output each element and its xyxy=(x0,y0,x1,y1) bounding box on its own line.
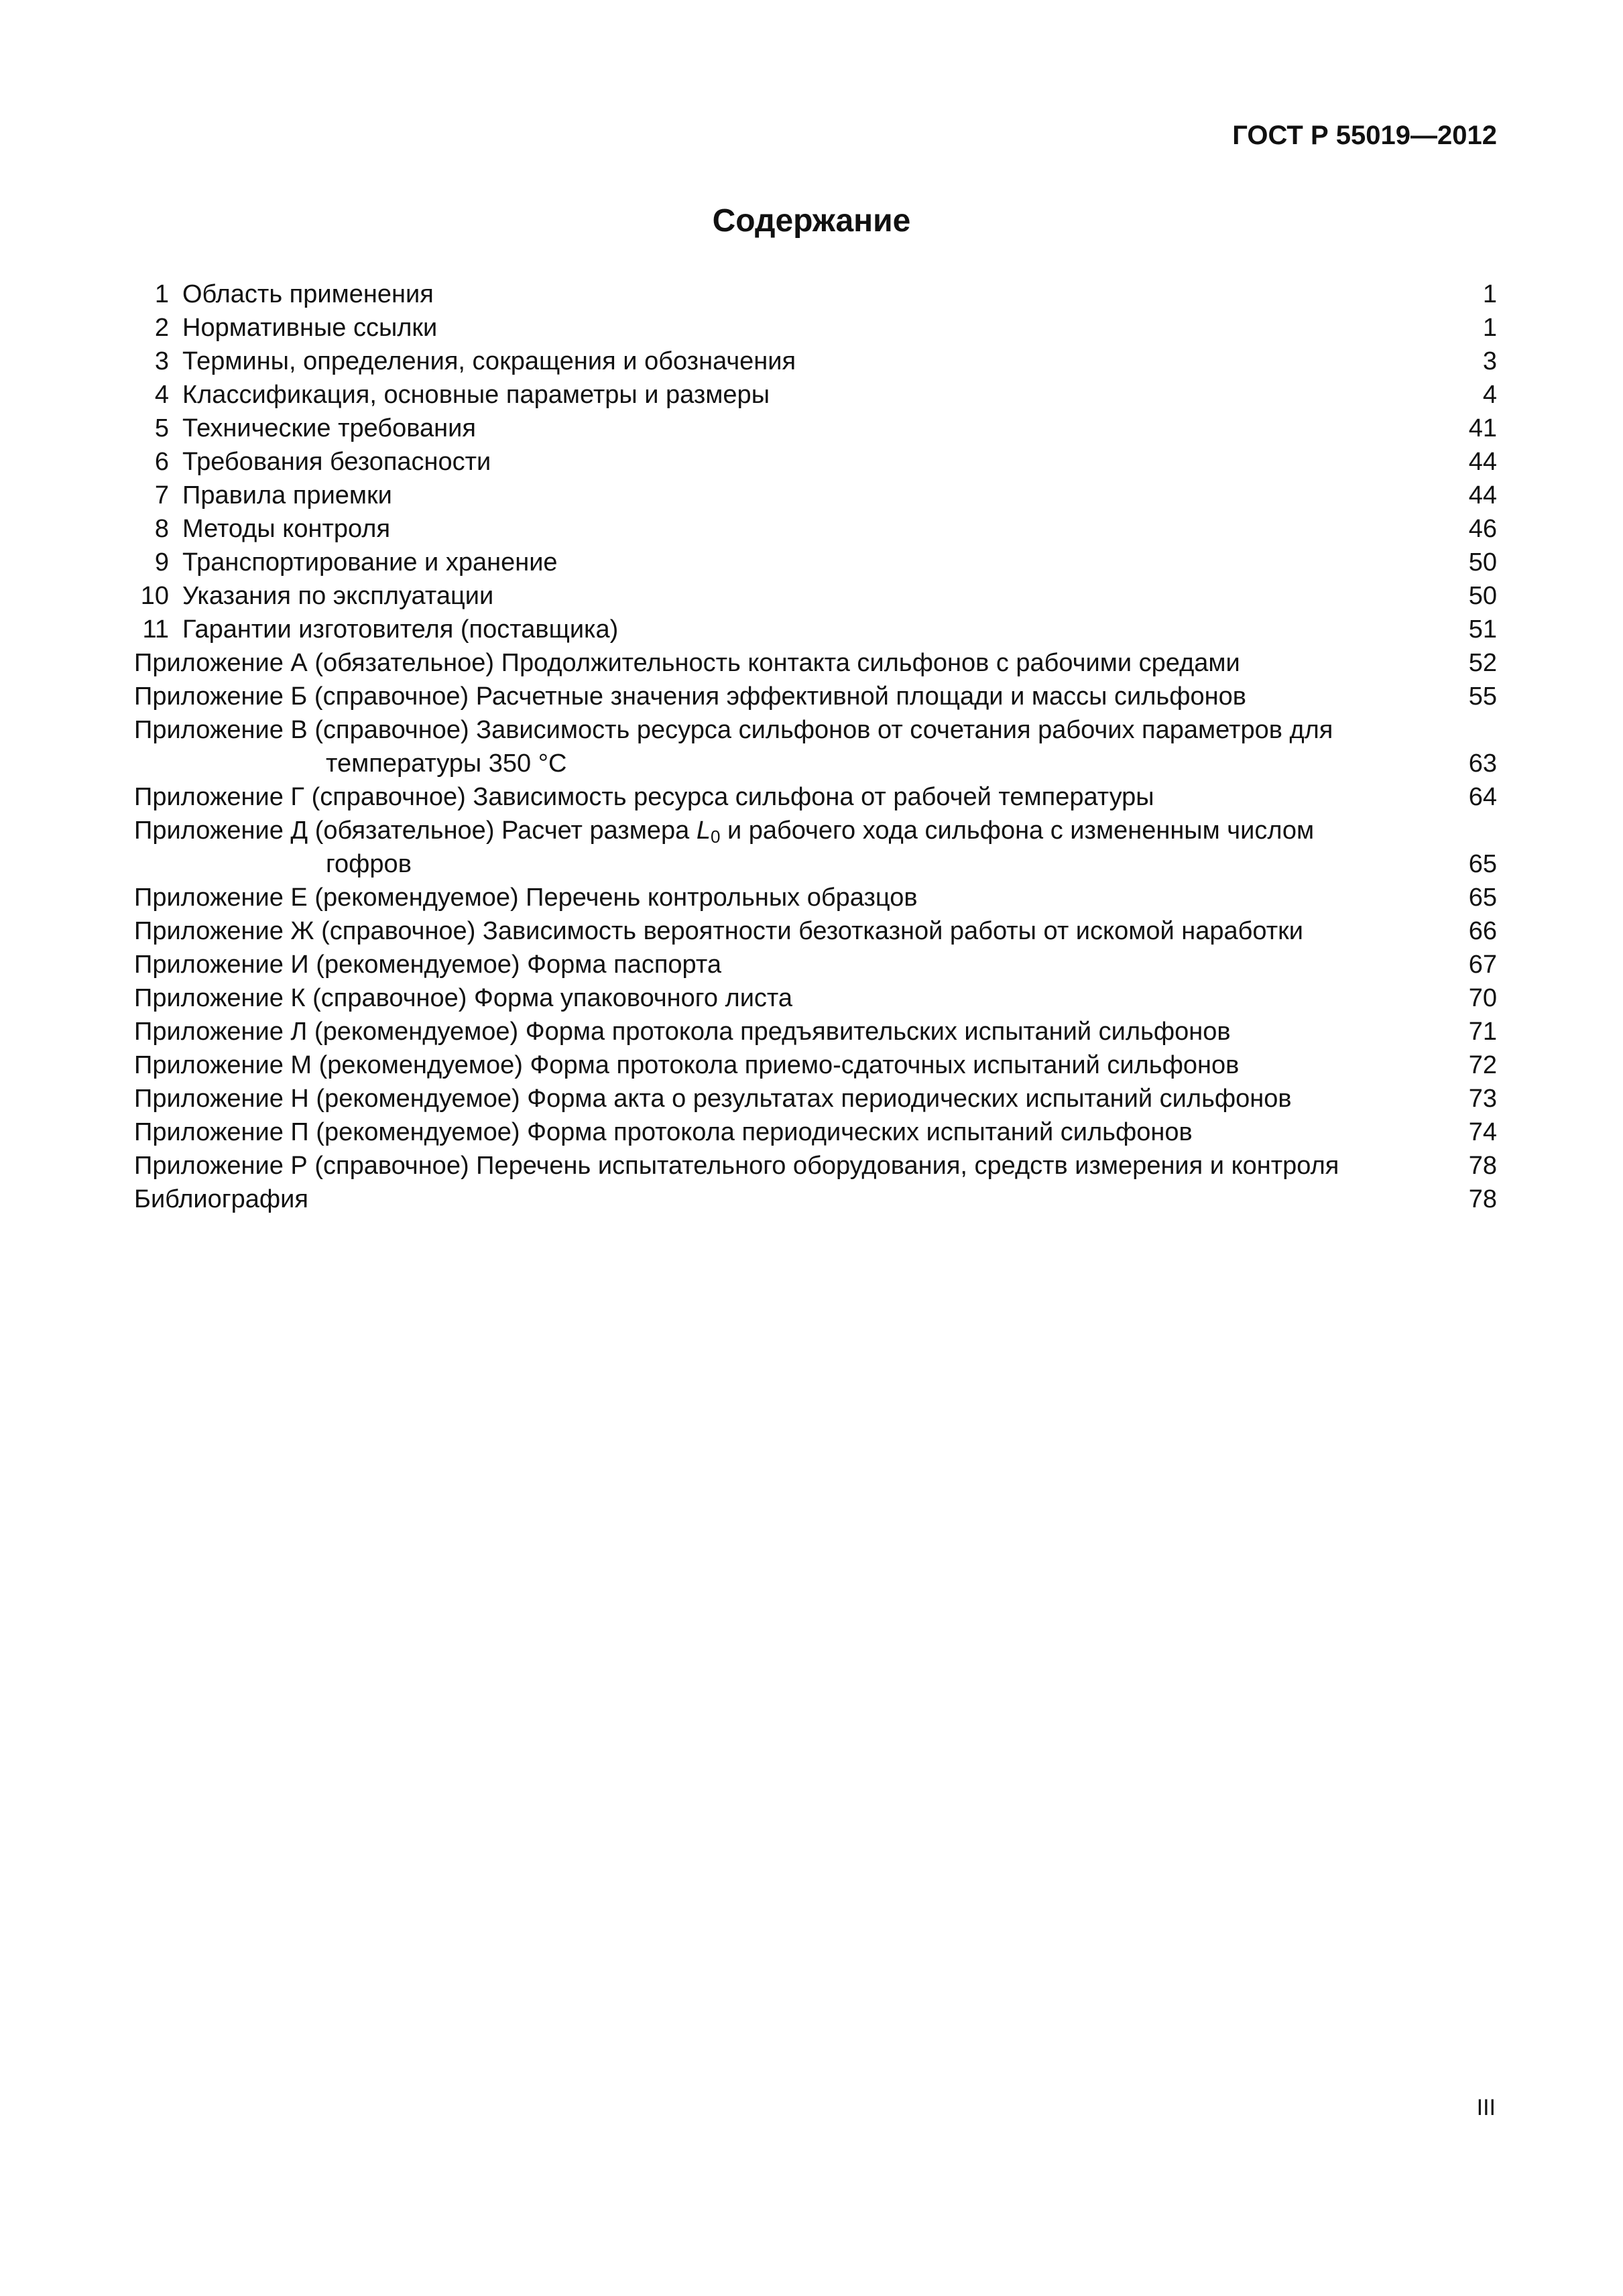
toc-entry[interactable] xyxy=(134,512,1497,546)
toc-entry[interactable] xyxy=(134,613,1497,646)
appendix-title: Приложение М (рекомендуемое) Форма протокола приемо-сдаточных испытаний сильфонов xyxy=(134,1048,1246,1082)
section-title: Область применения xyxy=(182,280,434,308)
section-title: Правила приемки xyxy=(182,481,392,509)
section-number: 10 xyxy=(140,582,169,610)
section-title: Требования безопасности xyxy=(182,448,491,476)
toc-appendix-entry[interactable] xyxy=(134,981,1497,1015)
page-ref: 3 xyxy=(1482,347,1497,375)
page-ref: 50 xyxy=(1468,582,1497,610)
page-number: III xyxy=(1476,2095,1496,2120)
page-ref: 78 xyxy=(1468,1185,1497,1213)
bibliography-title: Библиография xyxy=(134,1183,315,1216)
toc-appendix-entry[interactable] xyxy=(134,881,1497,914)
page-ref: 64 xyxy=(1468,783,1497,811)
appendix-title: Приложение Ж (справочное) Зависимость вероятности безотказной работы от искомой наработки xyxy=(134,914,1310,948)
page-ref: 70 xyxy=(1468,984,1497,1012)
section-title: Транспортирование и хранение xyxy=(182,548,558,577)
page-ref: 74 xyxy=(1468,1118,1497,1146)
toc-entry[interactable] xyxy=(134,546,1497,579)
page-ref: 65 xyxy=(1468,850,1497,878)
section-number: 9 xyxy=(154,548,169,577)
appendix-title: Приложение Н (рекомендуемое) Форма акта о результатах периодических испытаний сильфонов xyxy=(134,1082,1299,1115)
page-ref: 63 xyxy=(1468,749,1497,778)
toc-appendix-entry-continuation[interactable] xyxy=(134,847,1497,881)
page-title: Содержание xyxy=(712,203,911,239)
toc-entry[interactable] xyxy=(134,378,1497,412)
section-number: 11 xyxy=(142,615,169,644)
section-number: 8 xyxy=(154,515,169,543)
section-number: 2 xyxy=(154,314,169,342)
section-number: 5 xyxy=(154,414,169,442)
appendix-title-line-2: гофров xyxy=(326,847,418,881)
appendix-title-line-1: Приложение Д (обязательное) Расчет размера $L_0$ и рабочего хода сильфона с измененным числом xyxy=(134,814,1321,847)
toc-appendix-entry[interactable] xyxy=(134,948,1497,981)
appendix-title: Приложение Е (рекомендуемое) Перечень контрольных образцов xyxy=(134,881,924,914)
toc-entry[interactable] xyxy=(134,278,1497,311)
appendix-title: Приложение П (рекомендуемое) Форма протокола периодических испытаний сильфонов xyxy=(134,1115,1199,1149)
page-ref: 1 xyxy=(1482,314,1497,342)
variable-subscript: 0 xyxy=(710,827,721,847)
page-ref: 71 xyxy=(1468,1018,1497,1046)
section-title: Нормативные ссылки xyxy=(182,314,438,342)
section-number: 3 xyxy=(154,347,169,375)
toc-appendix-entry[interactable] xyxy=(134,780,1497,814)
page-ref: 65 xyxy=(1468,884,1497,912)
page-ref: 41 xyxy=(1468,414,1497,442)
page-ref: 46 xyxy=(1468,515,1497,543)
section-number: 6 xyxy=(154,448,169,476)
section-title: Указания по эксплуатации xyxy=(182,582,494,610)
section-title: Классификация, основные параметры и размеры xyxy=(182,381,770,409)
toc-entry[interactable] xyxy=(134,579,1497,613)
section-number: 4 xyxy=(154,381,169,409)
toc-appendix-entry[interactable] xyxy=(134,713,1497,747)
page-ref: 4 xyxy=(1482,381,1497,409)
toc-appendix-entry[interactable] xyxy=(134,1082,1497,1115)
page-ref: 50 xyxy=(1468,548,1497,577)
page-ref: 1 xyxy=(1482,280,1497,308)
appendix-title: Приложение Л (рекомендуемое) Форма протокола предъявительских испытаний сильфонов xyxy=(134,1015,1238,1048)
page-ref: 44 xyxy=(1468,481,1497,509)
page-ref: 73 xyxy=(1468,1085,1497,1113)
section-title: Гарантии изготовителя (поставщика) xyxy=(182,615,619,644)
appendix-title-line-1: Приложение В (справочное) Зависимость ресурса сильфонов от сочетания рабочих параметров для xyxy=(134,713,1339,747)
page-ref: 66 xyxy=(1468,917,1497,945)
toc-entry[interactable] xyxy=(134,479,1497,512)
toc-bibliography-entry[interactable] xyxy=(134,1183,1497,1216)
appendix-title: Приложение Г (справочное) Зависимость ресурса сильфона от рабочей температуры xyxy=(134,780,1161,814)
toc-appendix-entry[interactable] xyxy=(134,1015,1497,1048)
section-title: Методы контроля xyxy=(182,515,391,543)
table-of-contents xyxy=(134,278,1497,1216)
appendix-title: Приложение К (справочное) Форма упаковочного листа xyxy=(134,981,799,1015)
toc-appendix-entry[interactable] xyxy=(134,1048,1497,1082)
toc-appendix-entry[interactable] xyxy=(134,914,1497,948)
toc-appendix-entry[interactable] xyxy=(134,1115,1497,1149)
toc-appendix-entry[interactable] xyxy=(134,814,1497,847)
toc-entry[interactable] xyxy=(134,445,1497,479)
section-title: Технические требования xyxy=(182,414,476,442)
section-title: Термины, определения, сокращения и обозначения xyxy=(182,347,796,375)
appendix-title: Приложение А (обязательное) Продолжительность контакта сильфонов с рабочими средами xyxy=(134,646,1247,680)
page-ref: 72 xyxy=(1468,1051,1497,1079)
appendix-title: Приложение И (рекомендуемое) Форма паспорта xyxy=(134,948,728,981)
toc-entry[interactable] xyxy=(134,412,1497,445)
page-ref: 51 xyxy=(1468,615,1497,644)
toc-appendix-entry[interactable] xyxy=(134,646,1497,680)
appendix-title: Приложение Р (справочное) Перечень испытательного оборудования, средств измерения и контроля xyxy=(134,1149,1345,1183)
appendix-title: Приложение Б (справочное) Расчетные значения эффективной площади и массы сильфонов xyxy=(134,680,1253,713)
appendix-title-line-2: температуры 350 °С xyxy=(326,747,573,780)
section-number: 7 xyxy=(154,481,169,509)
toc-entry[interactable] xyxy=(134,311,1497,345)
page-ref: 78 xyxy=(1468,1152,1497,1180)
toc-entry[interactable] xyxy=(134,345,1497,378)
page-ref: 52 xyxy=(1468,649,1497,677)
toc-appendix-entry[interactable] xyxy=(134,1149,1497,1183)
page-ref: 44 xyxy=(1468,448,1497,476)
page-ref: 55 xyxy=(1468,682,1497,711)
toc-appendix-entry-continuation[interactable] xyxy=(134,747,1497,780)
toc-appendix-entry[interactable] xyxy=(134,680,1497,713)
variable-symbol: L xyxy=(696,817,711,845)
page-ref: 67 xyxy=(1468,951,1497,979)
document-code: ГОСТ Р 55019—2012 xyxy=(1232,121,1497,150)
section-number: 1 xyxy=(154,280,169,308)
